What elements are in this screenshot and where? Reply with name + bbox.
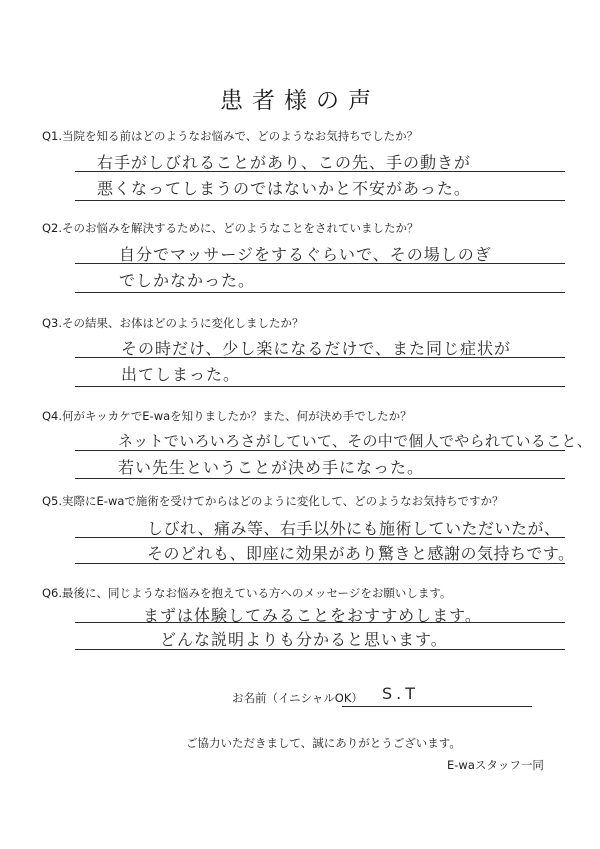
page-title: 患者様の声 [220,88,380,114]
answer-1-line-2: 悪くなってしまうのではないかと不安があった。 [97,179,471,198]
question-3-label: Q3.その結果、お体はどのように変化しましたか？ [42,316,304,330]
answer-2-rule-1 [75,263,565,264]
answer-3-rule-1 [75,357,565,358]
answer-4-rule-2 [75,478,565,479]
answer-2-line-2: でしかなかった。 [119,271,256,290]
staff-signature: E-waスタッフ一同 [447,758,544,772]
question-4-label: Q4.何がキッカケでE-waを知りましたか？また、何が決め手でしたか？ [42,409,412,423]
question-5-label: Q5.実際にE-waで施術を受けてからはどのように変化して、どのようなお気持ちですか？ [42,494,504,508]
answer-3-line-2: 出てしまった。 [121,365,241,384]
answer-5-rule-1 [75,537,565,538]
name-value: S.T [382,684,420,703]
question-6-label: Q6.最後に、同じようなお悩みを抱えている方へのメッセージをお願いします。 [42,586,452,600]
name-rule [342,706,532,707]
answer-5-rule-2 [75,563,565,564]
answer-1-line-1: 右手がしびれることがあり、この先、手の動きが [97,153,472,172]
answer-2-rule-2 [75,292,565,293]
answer-4-line-1: ネットでいろいろさがしていて、その中で個人でやられていること、 [118,432,593,450]
answer-6-line-2: どんな説明よりも分かると思います。 [160,630,448,649]
name-label: お名前（イニシャルOK） [232,691,363,705]
answer-3-line-1: その時だけ、少し楽になるだけで、また同じ症状が [121,339,512,358]
answer-5-line-2: そのどれも、即座に効果があり驚きと感謝の気持ちです。 [147,544,575,563]
thanks-message: ご協力いただきまして、誠にありがとうございます。 [186,736,461,750]
answer-3-rule-2 [75,386,565,387]
answer-2-line-1: 自分でマッサージをするぐらいで、その場しのぎ [119,245,492,264]
answer-4-rule-1 [75,450,565,451]
answer-6-line-1: まずは体験してみることをおすすめします。 [143,606,482,625]
question-2-label: Q2.そのお悩みを解決するために、どのようなことをされていましたか？ [42,221,419,235]
question-1-label: Q1.当院を知る前はどのようなお悩みで、どのようなお気持ちでしたか？ [42,129,419,143]
answer-1-rule-2 [75,200,565,201]
answer-6-rule-2 [75,649,565,650]
answer-5-line-1: しびれ、痛み等、右手以外にも施術していただいたが、 [147,519,561,538]
answer-6-rule-1 [75,622,565,623]
answer-1-rule-1 [75,171,565,172]
answer-4-line-2: 若い先生ということが決め手になった。 [118,458,425,477]
